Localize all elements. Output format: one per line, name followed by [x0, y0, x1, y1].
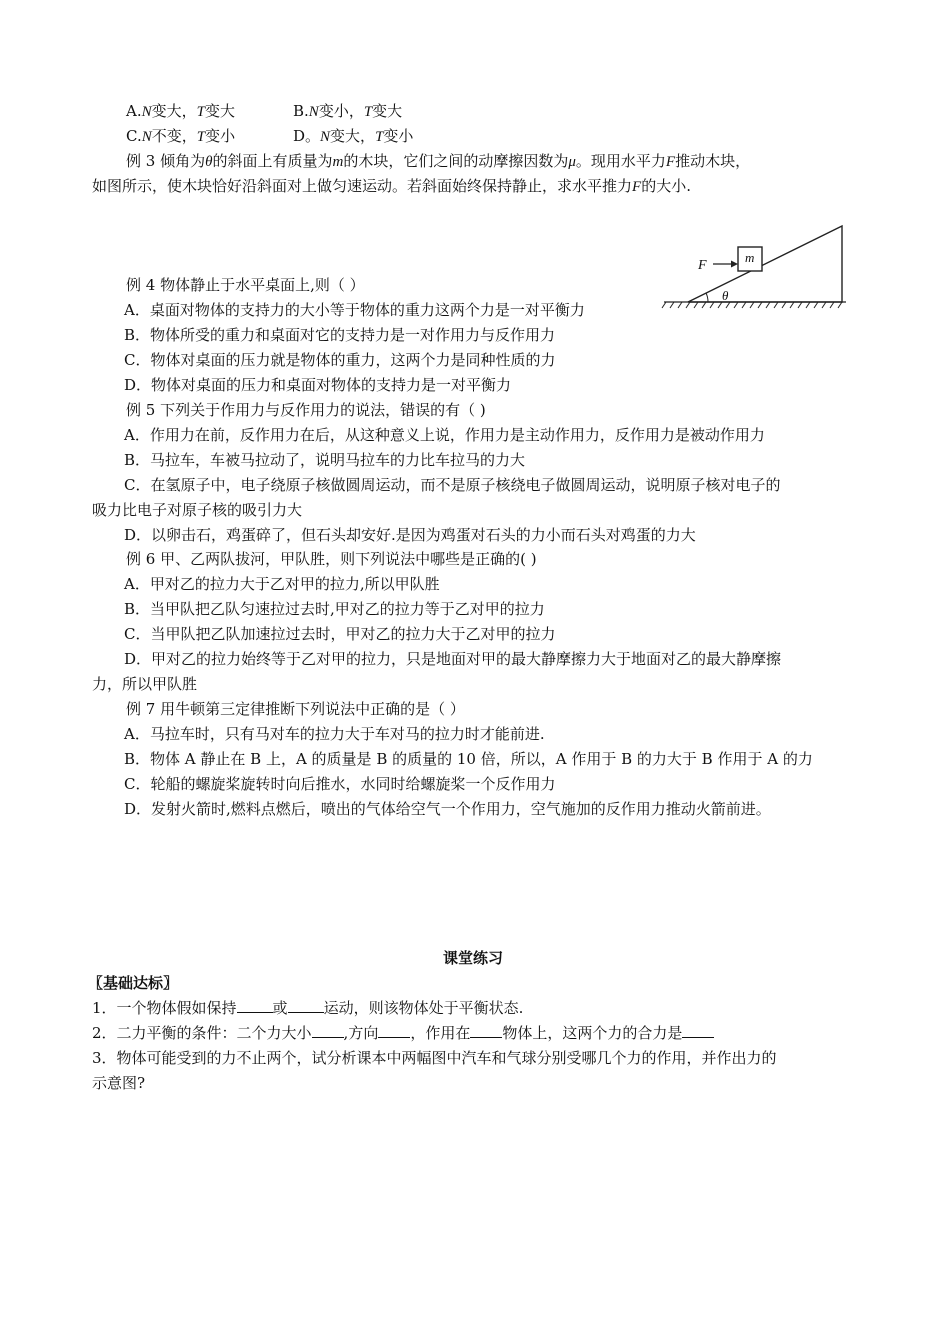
- ex5-option-c-line1: C．在氢原子中，电子绕原子核做圆周运动，而不是原子核绕电子做圆周运动，说明原子核对电子的: [124, 476, 781, 494]
- ex4-option-c: C．物体对桌面的压力就是物体的重力，这两个力是同种性质的力: [124, 351, 556, 369]
- arrow-head-icon: [731, 261, 738, 268]
- section-heading: 〖基础达标〗: [88, 974, 179, 992]
- ex6-option-d-line2: 力，所以甲队胜: [92, 675, 198, 693]
- ex4-option-d: D．物体对桌面的压力和桌面对物体的支持力是一对平衡力: [124, 376, 512, 394]
- incline-figure: [656, 222, 852, 318]
- practice-q3-line1: 3．物体可能受到的力不止两个，试分析课本中两幅图中汽车和气球分别受哪几个力的作用，并作出力的: [92, 1049, 777, 1067]
- ex5-question: 例 5 下列关于作用力与反作用力的说法，错误的有（ ): [126, 401, 486, 419]
- blank-4[interactable]: [378, 1023, 410, 1038]
- ex5-option-b: B．马拉车，车被马拉动了，说明马拉车的力比车拉马的力大: [124, 451, 526, 469]
- blank-2[interactable]: [288, 998, 324, 1013]
- ex2-option-d: D。N变大，T变小: [293, 127, 414, 145]
- ex4-question: 例 4 物体静止于水平桌面上,则（ ）: [126, 276, 365, 294]
- mass-label: m: [745, 250, 755, 265]
- ex6-option-d-line1: D．甲对乙的拉力始终等于乙对甲的拉力，只是地面对甲的最大静摩擦力大于地面对乙的最大静摩擦: [124, 650, 782, 668]
- incline-triangle: [688, 226, 842, 302]
- angle-arc: [706, 293, 708, 302]
- ex6-option-c: C．当甲队把乙队加速拉过去时，甲对乙的拉力大于乙对甲的拉力: [124, 625, 556, 643]
- ex3-question-line1: 例 3 倾角为θ的斜面上有质量为m的木块，它们之间的动摩擦因数为μ。现用水平力F推动木块，: [126, 152, 751, 170]
- practice-q2: 2．二力平衡的条件：二个力大小 ,方向 ，作用在 物体上，这两个力的合力是: [92, 1023, 714, 1043]
- angle-label: θ: [722, 288, 729, 303]
- ex7-option-d: D．发射火箭时,燃料点燃后，喷出的气体给空气一个作用力，空气施加的反作用力推动火箭前进。: [124, 800, 771, 818]
- ex4-option-b: B．物体所受的重力和桌面对它的支持力是一对作用力与反作用力: [124, 326, 556, 344]
- ex5-option-d: D．以卵击石，鸡蛋碎了，但石头却安好.是因为鸡蛋对石头的力小而石头对鸡蛋的力大: [124, 526, 696, 544]
- ex2-option-b: B.N变小，T变大: [293, 102, 403, 120]
- ex5-option-c-line2: 吸力比电子对原子核的吸引力大: [92, 501, 303, 519]
- ex6-option-a: A．甲对乙的拉力大于乙对甲的拉力,所以甲队胜: [124, 575, 440, 593]
- ground-hatching: [662, 302, 846, 308]
- ex4-option-a: A．桌面对物体的支持力的大小等于物体的重力这两个力是一对平衡力: [124, 301, 585, 319]
- ex6-option-b: B．当甲队把乙队匀速拉过去时,甲对乙的拉力等于乙对甲的拉力: [124, 600, 545, 618]
- blank-1[interactable]: [237, 998, 273, 1013]
- ex2-option-a: A.N变大，T变大: [126, 102, 235, 120]
- blank-3[interactable]: [312, 1023, 344, 1038]
- blank-6[interactable]: [682, 1023, 714, 1038]
- ex7-question: 例 7 用牛顿第三定律推断下列说法中正确的是（ ）: [126, 700, 465, 718]
- force-label: F: [698, 258, 707, 273]
- ex7-option-a: A．马拉车时，只有马对车的拉力大于车对马的拉力时才能前进.: [124, 725, 545, 743]
- ex7-option-b: B．物体 A 静止在 B 上，A 的质量是 B 的质量的 10 倍，所以，A 作用于 B 的力大于 B 作用于 A 的力: [124, 750, 813, 768]
- ex3-question-line2: 如图所示，使木块恰好沿斜面对上做匀速运动。若斜面始终保持静止，求水平推力F的大小.: [92, 177, 691, 195]
- practice-q3-line2: 示意图?: [92, 1074, 146, 1092]
- ex2-option-c: C.N不变，T变小: [126, 127, 236, 145]
- blank-5[interactable]: [470, 1023, 502, 1038]
- practice-title: 课堂练习: [443, 949, 504, 967]
- ex7-option-c: C．轮船的螺旋桨旋转时向后推水，水同时给螺旋桨一个反作用力: [124, 775, 556, 793]
- ex5-option-a: A．作用力在前，反作用力在后，从这种意义上说，作用力是主动作用力，反作用力是被动作用力: [124, 426, 765, 444]
- ex6-question: 例 6 甲、乙两队拔河，甲队胜，则下列说法中哪些是正确的( ): [126, 550, 537, 568]
- practice-q1: 1．一个物体假如保持 或 运动，则该物体处于平衡状态.: [92, 999, 524, 1017]
